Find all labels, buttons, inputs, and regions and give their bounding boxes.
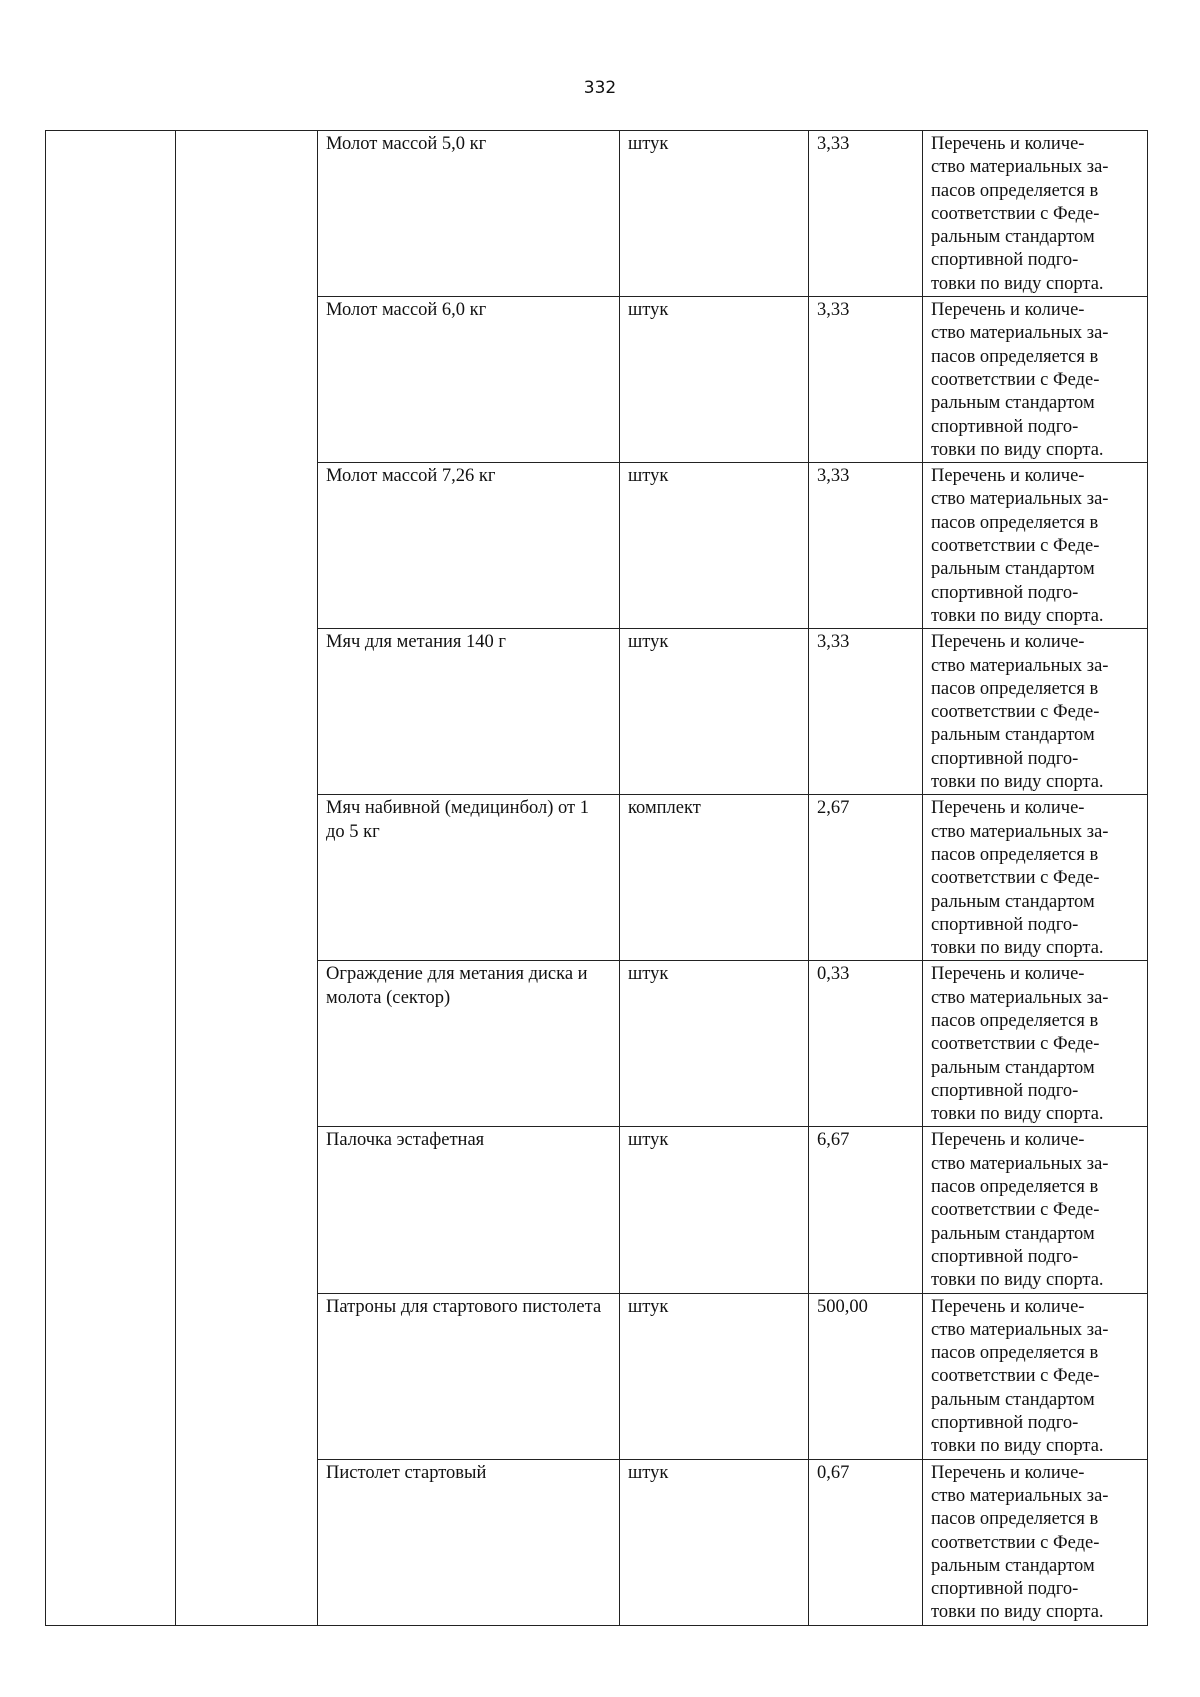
note-line: пасов определяется в [931,844,1099,865]
note-line: ральным стандартом [931,559,1095,580]
note-cell [923,1293,1148,1459]
unit-cell: штук [620,1459,809,1625]
note-line: ральным стандартом [931,227,1095,248]
item-name-cell: Мяч для метания 140 г [318,629,620,795]
note-line: ство материальных за- [931,655,1109,676]
quantity-cell: 3,33 [809,463,923,629]
item-name-cell: Ограждение для метания диска и молота (сектор) [318,961,620,1127]
quantity-cell: 3,33 [809,629,923,795]
unit-cell: штук [620,131,809,297]
note-line: спортивной подго- [931,1080,1079,1101]
note-line: ральным стандартом [931,393,1095,414]
note-line: товки по виду спорта. [931,1104,1104,1125]
note-line: спортивной подго- [931,416,1079,437]
note-line: товки по виду спорта. [931,772,1104,793]
note-line: Перечень и количе- [931,134,1085,154]
merged-cell-subsection [176,131,318,1626]
note-cell [923,795,1148,961]
quantity-cell: 500,00 [809,1293,923,1459]
unit-cell: штук [620,297,809,463]
quantity-cell: 3,33 [809,131,923,297]
note-line: ство материальных за- [931,1153,1109,1174]
note-line: пасов определяется в [931,1010,1099,1031]
note-line: спортивной подго- [931,582,1079,603]
note-line: ральным стандартом [931,725,1095,746]
item-name-cell: Молот массой 7,26 кг [318,463,620,629]
quantity-cell: 0,33 [809,961,923,1127]
note-line: Перечень и количе- [931,466,1085,487]
note-line: соответствии с Феде- [931,1200,1100,1221]
note-line: ральным стандартом [931,1389,1095,1410]
note-line: спортивной подго- [931,250,1079,271]
note-line: ство материальных за- [931,987,1109,1008]
unit-cell: штук [620,1293,809,1459]
item-name-cell: Мяч набивной (медицинбол) от 1 до 5 кг [318,795,620,961]
note-line: ство материальных за- [931,157,1109,178]
note-line: Перечень и количе- [931,1130,1085,1151]
note-line: товки по виду спорта. [931,938,1104,959]
note-line: ство материальных за- [931,821,1109,842]
note-line: ство материальных за- [931,1319,1109,1340]
note-line: ство материальных за- [931,1485,1109,1506]
note-line: соответствии с Феде- [931,369,1100,390]
note-line: пасов определяется в [931,346,1099,367]
note-line: спортивной подго- [931,1246,1079,1267]
note-line: спортивной подго- [931,1413,1079,1434]
item-name-cell: Палочка эстафетная [318,1127,620,1293]
note-line: ральным стандартом [931,1223,1095,1244]
unit-cell: штук [620,961,809,1127]
note-cell [923,131,1148,297]
note-line: товки по виду спорта. [931,1602,1104,1623]
quantity-cell: 3,33 [809,297,923,463]
note-line: ство материальных за- [931,323,1109,344]
note-line: соответствии с Феде- [931,868,1100,889]
note-line: спортивной подго- [931,1579,1079,1600]
note-cell [923,961,1148,1127]
item-name-cell: Патроны для стартового пистолета [318,1293,620,1459]
item-name-cell: Молот массой 5,0 кг [318,131,620,297]
item-name-cell: Пистолет стартовый [318,1459,620,1625]
note-line: спортивной подго- [931,914,1079,935]
table-row [46,131,1148,297]
unit-cell: штук [620,463,809,629]
table-body [46,131,1148,1626]
note-line: Перечень и количе- [931,798,1085,819]
note-line: Перечень и количе- [931,964,1085,985]
note-line: соответствии с Феде- [931,1034,1100,1055]
note-line: ство материальных за- [931,489,1109,510]
note-cell [923,1459,1148,1625]
note-line: спортивной подго- [931,748,1079,769]
note-line: пасов определяется в [931,1343,1099,1364]
note-line: Перечень и количе- [931,1296,1085,1317]
unit-cell: штук [620,629,809,795]
note-line: пасов определяется в [931,1177,1099,1198]
note-line: товки по виду спорта. [931,1270,1104,1291]
note-cell [923,297,1148,463]
note-line: Перечень и количе- [931,300,1085,321]
merged-cell-section [46,131,176,1626]
note-line: пасов определяется в [931,678,1099,699]
note-line: ральным стандартом [931,1057,1095,1078]
note-line: товки по виду спорта. [931,605,1104,626]
note-line: пасов определяется в [931,512,1099,533]
note-line: Перечень и количе- [931,1462,1085,1483]
page-number: 332 [583,78,617,98]
item-name-cell: Молот массой 6,0 кг [318,297,620,463]
materials-table [45,130,1148,1626]
note-line: соответствии с Феде- [931,1366,1100,1387]
unit-cell: штук [620,1127,809,1293]
note-line: пасов определяется в [931,180,1099,201]
note-line: соответствии с Феде- [931,1532,1100,1553]
note-line: соответствии с Феде- [931,536,1100,557]
note-line: товки по виду спорта. [931,1436,1104,1457]
note-line: соответствии с Феде- [931,702,1100,723]
note-line: ральным стандартом [931,891,1095,912]
note-cell [923,1127,1148,1293]
note-line: ральным стандартом [931,1555,1095,1576]
note-cell [923,629,1148,795]
note-line: товки по виду спорта. [931,439,1104,460]
note-line: соответствии с Феде- [931,203,1100,224]
unit-cell: комплект [620,795,809,961]
note-line: товки по виду спорта. [931,273,1104,294]
note-line: Перечень и количе- [931,632,1085,653]
quantity-cell: 2,67 [809,795,923,961]
quantity-cell: 0,67 [809,1459,923,1625]
note-cell [923,463,1148,629]
quantity-cell: 6,67 [809,1127,923,1293]
note-line: пасов определяется в [931,1509,1099,1530]
